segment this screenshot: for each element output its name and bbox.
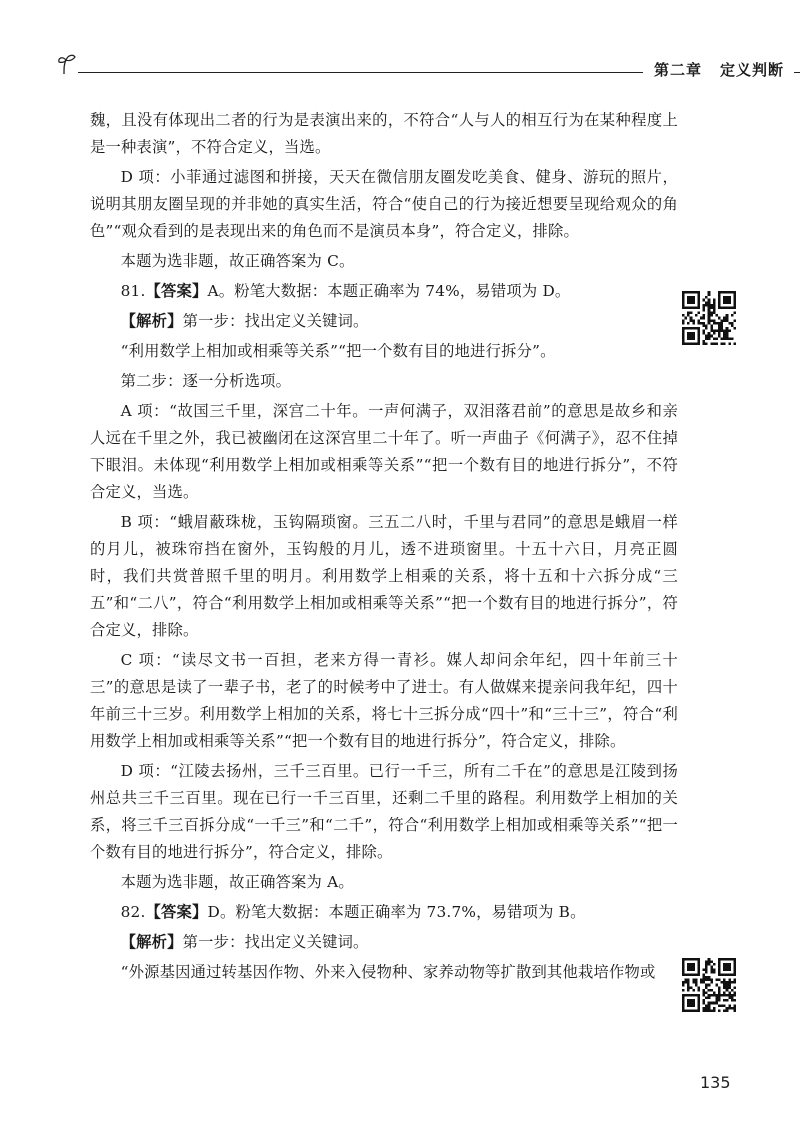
answer-tag: 【答案】: [145, 903, 208, 921]
analysis-tag: 【解析】: [120, 312, 183, 330]
qr-code-icon[interactable]: [682, 291, 736, 345]
header-rule-right: [794, 72, 800, 73]
paragraph: C 项：“读尽文书一百担，老来方得一青衫。媒人却问余年纪，四十年前三十三”的意思是读了一辈子书，老了的时候考中了进士。有人做媒来提亲问我年纪，四十年前三十三岁。利用数学上相加的关系，将七十三拆分成“四十”和“三十三”，符合“利用数学上相加或相乘等关系”“把一个数有目的地进行拆分”，符合定义，排除。: [90, 651, 678, 750]
question-number: 82.: [120, 903, 146, 921]
answer-text: D。粉笔大数据：本题正确率为 73.7%，易错项为 B。: [207, 903, 586, 921]
question-number: 81.: [120, 282, 146, 300]
analysis-81: [90, 308, 678, 335]
answer-text: A。粉笔大数据：本题正确率为 74%，易错项为 D。: [207, 282, 571, 300]
answer-81: [90, 278, 678, 305]
analysis-text: 第一步：找出定义关键词。: [182, 933, 369, 951]
page-number: 135: [700, 1073, 731, 1092]
chapter-section: 定义判断: [720, 61, 785, 79]
answer-tag: 【答案】: [145, 282, 208, 300]
paragraph: D 项：“江陵去扬州，三千三百里。已行一千三，所有二千在”的意思是江陵到扬州总共三千三百里。现在已行一千三百里，还剩二千里的路程。利用数学上相加的关系，将三千三百拆分成“一千三”和“二千”，符合“利用数学上相加或相乘等关系”“把一个数有目的地进行拆分”，符合定义，排除。: [90, 762, 678, 861]
chapter-number: 第二章: [654, 61, 703, 79]
paragraph: “利用数学上相加或相乘等关系”“把一个数有目的地进行拆分”。: [120, 342, 556, 360]
analysis-text: 第一步：找出定义关键词。: [182, 312, 369, 330]
paragraph: 第二步：逐一分析选项。: [120, 372, 292, 390]
paragraph: D 项：小菲通过滤图和拼接，天天在微信朋友圈发吃美食、健身、游玩的照片，说明其朋友圈呈现的并非她的真实生活，符合“使自己的行为接近想要呈现给观众的角色”“观众看到的是表现出来的角色而不是演员本身”，符合定义，排除。: [90, 168, 678, 240]
sprout-icon: [56, 52, 82, 78]
running-header: [56, 52, 788, 88]
paragraph: 本题为选非题，故正确答案为 C。: [120, 252, 355, 270]
paragraph: 本题为选非题，故正确答案为 A。: [120, 873, 354, 891]
analysis-tag: 【解析】: [120, 933, 183, 951]
qr-code-icon[interactable]: [682, 958, 736, 1012]
page-body: [90, 107, 678, 989]
analysis-82: [90, 929, 678, 956]
paragraph: 魏，且没有体现出二者的行为是表演出来的，不符合“人与人的相互行为在某种程度上是一种表演”，不符合定义，当选。: [90, 111, 678, 156]
answer-82: [90, 899, 678, 926]
paragraph: A 项：“故国三千里，深宫二十年。一声何满子，双泪落君前”的意思是故乡和亲人远在千里之外，我已被幽闭在这深宫里二十年了。听一声曲子《何满子》，忍不住掉下眼泪。未体现“利用数学上相加或相乘等关系”“把一个数有目的地进行拆分”，不符合定义，当选。: [90, 402, 678, 501]
paragraph: “外源基因通过转基因作物、外来入侵物种、家养动物等扩散到其他栽培作物或: [120, 963, 656, 981]
chapter-title: [654, 59, 784, 80]
header-rule-left: [78, 72, 643, 73]
paragraph: B 项：“蛾眉蔽珠栊，玉钩隔琐窗。三五二八时，千里与君同”的意思是蛾眉一样的月儿，被珠帘挡在窗外，玉钩般的月儿，透不进琐窗里。十五十六日，月亮正圆时，我们共赏普照千里的明月。利用数学上相乘的关系，将十五和十六拆分成“三五”和“二八”，符合“利用数学上相加或相乘等关系”“把一个数有目的地进行拆分”，符合定义，排除。: [90, 513, 678, 639]
